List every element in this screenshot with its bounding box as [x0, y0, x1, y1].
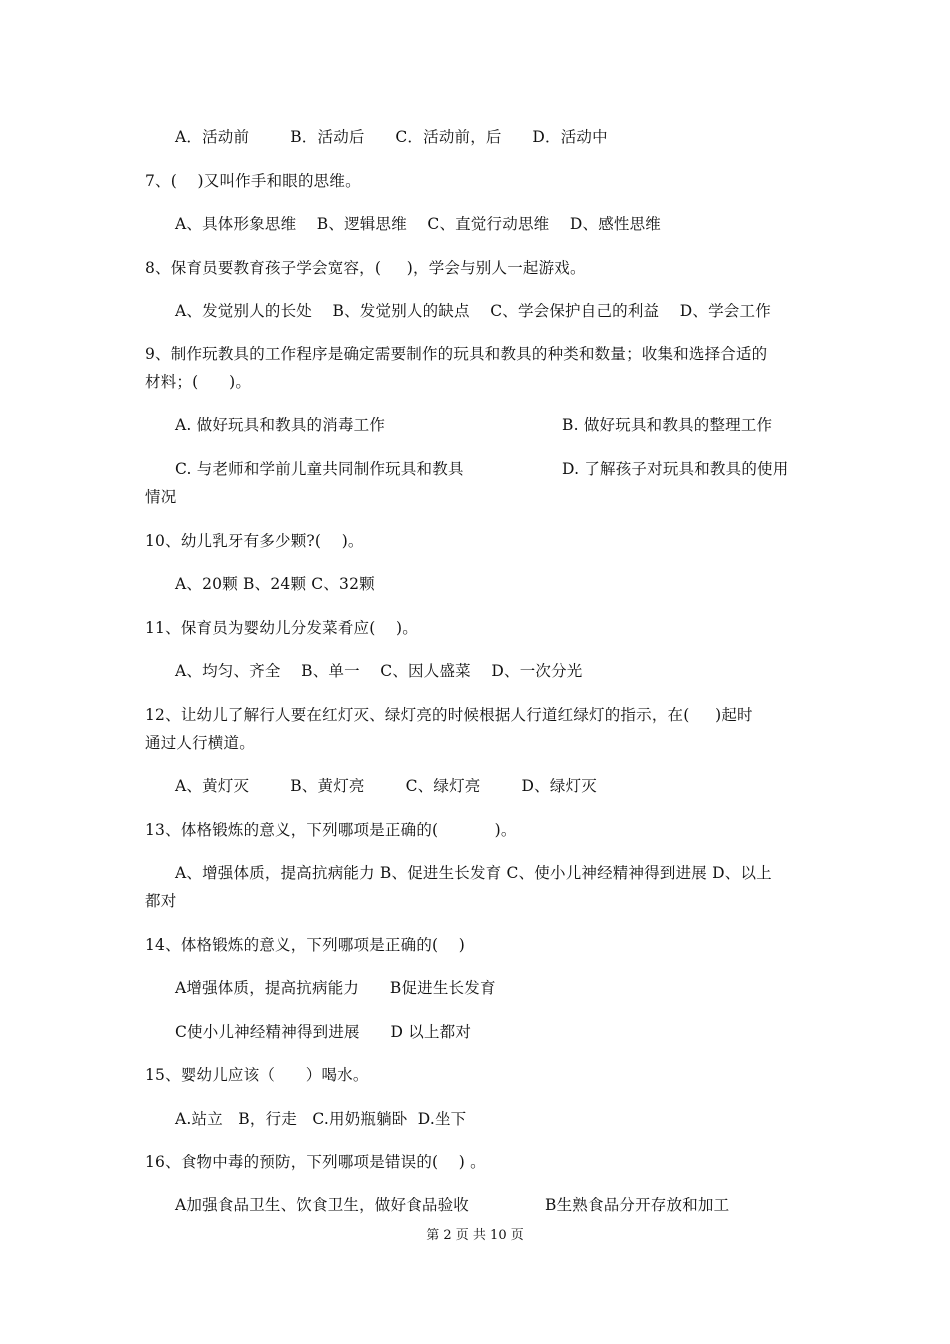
q14-question: 14、体格锻炼的意义，下列哪项是正确的( ) [145, 936, 466, 954]
q14-options-ab: A增强体质，提高抗病能力 B促进生长发育 [175, 979, 496, 997]
q9-option-c: C. 与老师和学前儿童共同制作玩具和教具 [175, 460, 464, 478]
q13-options-cont: 都对 [145, 892, 177, 910]
q13-options: A、增强体质，提高抗病能力 B、促进生长发育 C、使小儿神经精神得到进展 D、以上 [175, 864, 772, 882]
q10-options: A、20颗 B、24颗 C、32颗 [175, 575, 375, 593]
q16-option-b: B生熟食品分开存放和加工 [545, 1196, 730, 1214]
q12-options: A、黄灯灭 B、黄灯亮 C、绿灯亮 D、绿灯灭 [175, 777, 597, 795]
q9-option-d: D. 了解孩子对玩具和教具的使用 [562, 460, 789, 478]
q13-question: 13、体格锻炼的意义，下列哪项是正确的( )。 [145, 821, 517, 839]
q8-options: A、发觉别人的长处 B、发觉别人的缺点 C、学会保护自己的利益 D、学会工作 [175, 302, 771, 320]
q9-option-a: A. 做好玩具和教具的消毒工作 [175, 416, 386, 434]
q8-question: 8、保育员要教育孩子学会宽容，( )，学会与别人一起游戏。 [145, 259, 586, 277]
q12-question-cont: 通过人行横道。 [145, 734, 255, 752]
q11-options: A、均匀、齐全 B、单一 C、因人盛菜 D、一次分光 [175, 662, 583, 680]
q9-question-cont: 材料；( )。 [145, 373, 252, 391]
q14-options-cd: C使小儿神经精神得到进展 D 以上都对 [175, 1023, 472, 1041]
q16-option-a: A加强食品卫生、饮食卫生，做好食品验收 [175, 1196, 469, 1214]
q9-question: 9、制作玩教具的工作程序是确定需要制作的玩具和教具的种类和数量；收集和选择合适的 [145, 345, 768, 363]
q7-options: A、具体形象思维 B、逻辑思维 C、直觉行动思维 D、感性思维 [175, 215, 661, 233]
q16-question: 16、食物中毒的预防，下列哪项是错误的( ) 。 [145, 1153, 486, 1171]
q9-option-d-cont: 情况 [145, 488, 177, 506]
q15-question: 15、婴幼儿应该（ ）喝水。 [145, 1066, 369, 1084]
page-footer: 第 2 页 共 10 页 [426, 1228, 524, 1243]
q10-question: 10、幼儿乳牙有多少颗?( )。 [145, 532, 364, 550]
q9-option-b: B. 做好玩具和教具的整理工作 [562, 416, 773, 434]
q15-options: A.站立 B，行走 C.用奶瓶躺卧 D.坐下 [175, 1110, 467, 1128]
q11-question: 11、保育员为婴幼儿分发菜肴应( )。 [145, 619, 418, 637]
q6-options: A．活动前 B．活动后 C．活动前，后 D．活动中 [175, 128, 608, 146]
q7-question: 7、( )又叫作手和眼的思维。 [145, 172, 361, 190]
q12-question: 12、让幼儿了解行人要在红灯灭、绿灯亮的时候根据人行道红绿灯的指示，在( )起时 [145, 706, 753, 724]
